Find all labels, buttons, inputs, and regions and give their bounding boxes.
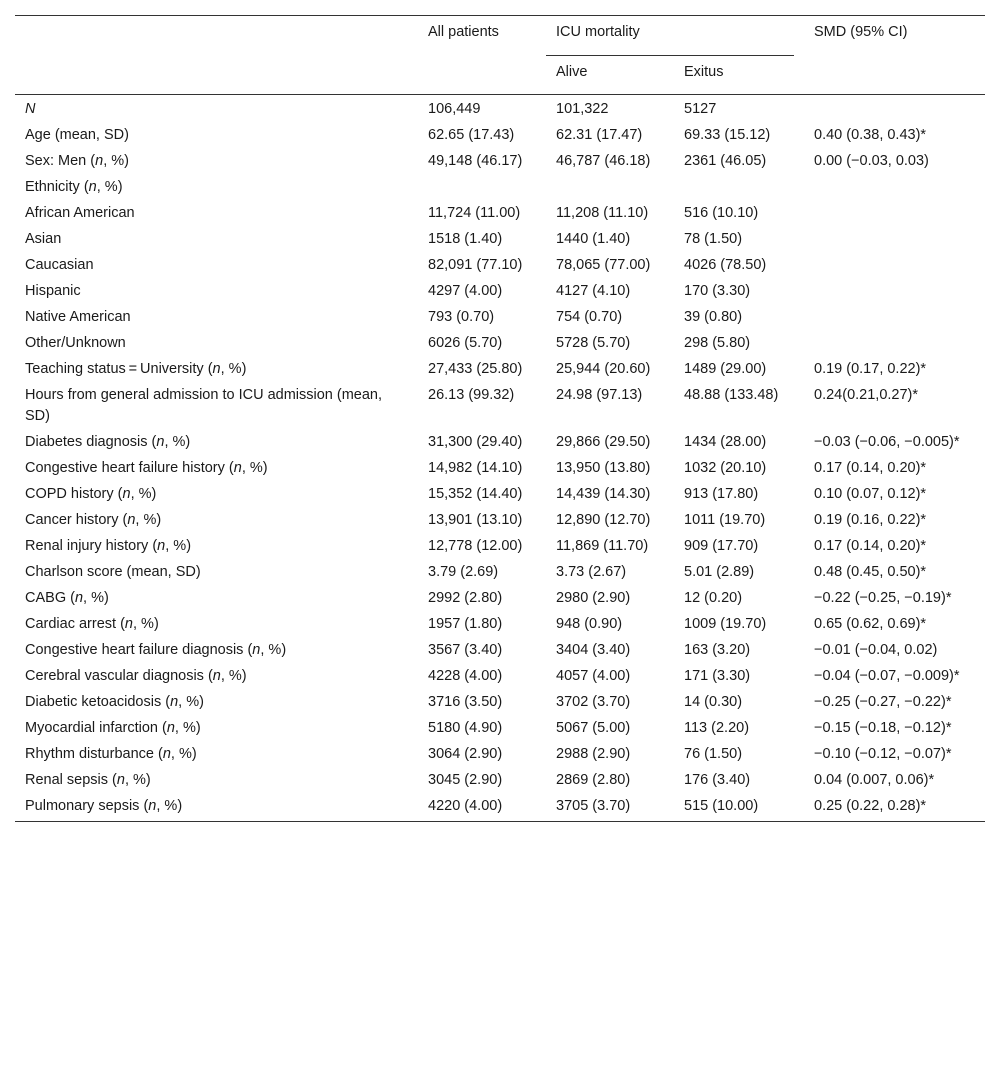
cell-all-patients: 1957 (1.80) [428,616,503,632]
row-label: Diabetes diagnosis (n, %) [25,434,191,450]
cell-exitus [674,175,804,201]
cell-alive: 12,890 (12.70) [556,512,651,528]
table-row [15,690,985,716]
cell-exitus: 515 (10.00) [684,798,759,814]
icu-mortality-table [15,15,985,822]
cell-smd: −0.15 (−0.18, −0.12)* [814,720,952,736]
row-label: Sex: Men (n, %) [25,153,129,169]
row-label: Asian [25,231,62,247]
table-row [15,742,985,768]
cell-exitus: 5127 [684,101,717,117]
cell-smd: 0.19 (0.17, 0.22)* [814,361,927,377]
cell-smd [804,305,985,331]
row-label: N [25,101,36,117]
cell-exitus: 39 (0.80) [684,309,743,325]
row-label: Cardiac arrest (n, %) [25,616,159,632]
cell-smd: 0.48 (0.45, 0.50)* [814,564,927,580]
cell-all-patients: 12,778 (12.00) [428,538,523,554]
cell-all-patients: 4228 (4.00) [428,668,503,684]
cell-exitus: 163 (3.20) [684,642,751,658]
cell-all-patients: 13,901 (13.10) [428,512,523,528]
cell-exitus: 5.01 (2.89) [684,564,755,580]
cell-all-patients: 11,724 (11.00) [428,205,521,221]
header-blank [15,16,418,57]
cell-alive: 5728 (5.70) [556,335,631,351]
cell-exitus: 12 (0.20) [684,590,743,606]
cell-smd: 0.40 (0.38, 0.43)* [814,127,927,143]
cell-alive: 46,787 (46.18) [556,153,651,169]
cell-smd [804,175,985,201]
cell-alive: 62.31 (17.47) [556,127,643,143]
table-row [15,95,985,124]
cell-alive: 2869 (2.80) [556,772,631,788]
cell-smd [804,95,985,124]
table-row [15,430,985,456]
cell-smd: −0.04 (−0.07, −0.009)* [814,668,960,684]
cell-alive: 25,944 (20.60) [556,361,651,377]
row-label: Renal injury history (n, %) [25,538,192,554]
row-label: Age (mean, SD) [25,127,129,143]
cell-all-patients: 793 (0.70) [428,309,495,325]
cell-alive: 2988 (2.90) [556,746,631,762]
row-label: Renal sepsis (n, %) [25,772,151,788]
cell-smd: −0.03 (−0.06, −0.005)* [814,434,960,450]
cell-all-patients: 4220 (4.00) [428,798,503,814]
cell-smd [804,331,985,357]
header-row-2 [15,56,985,95]
cell-all-patients: 49,148 (46.17) [428,153,523,169]
cell-all-patients: 6026 (5.70) [428,335,503,351]
table-row [15,534,985,560]
table-row [15,123,985,149]
cell-smd: 0.00 (−0.03, 0.03) [814,153,929,169]
cell-smd: −0.01 (−0.04, 0.02) [814,642,938,658]
cell-smd: −0.25 (−0.27, −0.22)* [814,694,952,710]
table-container [15,15,985,822]
cell-alive: 1440 (1.40) [556,231,631,247]
table-row [15,482,985,508]
cell-exitus: 78 (1.50) [684,231,743,247]
cell-all-patients: 4297 (4.00) [428,283,503,299]
cell-exitus: 1009 (19.70) [684,616,767,632]
cell-alive: 3.73 (2.67) [556,564,627,580]
cell-smd: 0.19 (0.16, 0.22)* [814,512,927,528]
cell-alive: 4057 (4.00) [556,668,631,684]
cell-alive: 11,869 (11.70) [556,538,649,554]
table-row [15,383,985,430]
row-label: CABG (n, %) [25,590,109,606]
cell-exitus: 913 (17.80) [684,486,759,502]
cell-smd: 0.17 (0.14, 0.20)* [814,538,927,554]
cell-exitus: 14 (0.30) [684,694,743,710]
cell-alive: 3404 (3.40) [556,642,631,658]
cell-alive: 14,439 (14.30) [556,486,651,502]
cell-all-patients: 26.13 (99.32) [428,387,515,403]
cell-exitus: 4026 (78.50) [684,257,767,273]
row-label: Caucasian [25,257,94,273]
cell-exitus: 516 (10.10) [684,205,759,221]
cell-exitus: 1011 (19.70) [684,512,766,528]
table-row [15,227,985,253]
cell-exitus: 298 (5.80) [684,335,751,351]
table-row [15,664,985,690]
cell-exitus: 171 (3.30) [684,668,751,684]
cell-exitus: 113 (2.20) [684,720,750,736]
header-exitus: Exitus [684,64,724,80]
cell-alive: 5067 (5.00) [556,720,631,736]
table-row [15,586,985,612]
header-icu-mortality: ICU mortality [546,16,804,57]
cell-alive [546,175,674,201]
table-row [15,175,985,201]
cell-alive: 13,950 (13.80) [556,460,651,476]
cell-smd: 0.10 (0.07, 0.12)* [814,486,927,502]
cell-exitus: 176 (3.40) [684,772,751,788]
cell-alive: 101,322 [556,101,609,117]
row-label: Ethnicity (n, %) [25,179,123,195]
cell-all-patients: 62.65 (17.43) [428,127,515,143]
table-row [15,456,985,482]
header-smd: SMD (95% CI) [814,24,908,40]
cell-smd [804,227,985,253]
cell-all-patients: 31,300 (29.40) [428,434,523,450]
row-label: Native American [25,309,131,325]
header-row-1 [15,16,985,57]
cell-smd: 0.25 (0.22, 0.28)* [814,798,927,814]
cell-exitus: 48.88 (133.48) [684,387,779,403]
cell-smd: 0.04 (0.007, 0.06)* [814,772,935,788]
cell-alive: 4127 (4.10) [556,283,631,299]
table-row [15,560,985,586]
cell-smd: −0.10 (−0.12, −0.07)* [814,746,952,762]
cell-alive: 3705 (3.70) [556,798,631,814]
row-label: COPD history (n, %) [25,486,157,502]
table-row [15,253,985,279]
row-label: African American [25,205,135,221]
cell-smd: 0.24(0.21,0.27)* [814,387,919,403]
header-all-patients: All patients [428,24,499,40]
table-row [15,768,985,794]
cell-all-patients: 106,449 [428,101,481,117]
cell-exitus: 1434 (28.00) [684,434,767,450]
cell-all-patients: 15,352 (14.40) [428,486,523,502]
cell-alive: 78,065 (77.00) [556,257,651,273]
row-label: Pulmonary sepsis (n, %) [25,798,183,814]
cell-exitus: 69.33 (15.12) [684,127,771,143]
table-row [15,279,985,305]
row-label: Hispanic [25,283,81,299]
cell-all-patients: 14,982 (14.10) [428,460,523,476]
header-alive: Alive [556,64,588,80]
cell-all-patients: 3716 (3.50) [428,694,503,710]
cell-all-patients: 3045 (2.90) [428,772,503,788]
cell-alive: 29,866 (29.50) [556,434,651,450]
cell-alive: 11,208 (11.10) [556,205,649,221]
cell-exitus: 909 (17.70) [684,538,759,554]
table-row [15,508,985,534]
row-label: Diabetic ketoacidosis (n, %) [25,694,204,710]
cell-smd [804,279,985,305]
cell-all-patients: 3.79 (2.69) [428,564,499,580]
cell-all-patients [418,175,546,201]
table-body [15,95,985,822]
cell-all-patients: 2992 (2.80) [428,590,503,606]
row-label: Cancer history (n, %) [25,512,162,528]
table-row [15,201,985,227]
cell-alive: 754 (0.70) [556,309,623,325]
cell-alive: 2980 (2.90) [556,590,631,606]
cell-exitus: 76 (1.50) [684,746,743,762]
table-row [15,794,985,822]
table-header [15,16,985,95]
table-row [15,149,985,175]
cell-all-patients: 5180 (4.90) [428,720,503,736]
cell-all-patients: 82,091 (77.10) [428,257,523,273]
table-row [15,612,985,638]
row-label: Myocardial infarction (n, %) [25,720,201,736]
cell-exitus: 2361 (46.05) [684,153,767,169]
cell-smd: 0.17 (0.14, 0.20)* [814,460,927,476]
table-row [15,305,985,331]
cell-exitus: 1489 (29.00) [684,361,767,377]
row-label: Hours from general admission to ICU admission (mean, SD) [25,387,382,424]
cell-alive: 24.98 (97.13) [556,387,643,403]
row-label: Congestive heart failure diagnosis (n, %) [25,642,287,658]
row-label: Rhythm disturbance (n, %) [25,746,197,762]
row-label: Cerebral vascular diagnosis (n, %) [25,668,247,684]
cell-all-patients: 3567 (3.40) [428,642,503,658]
cell-smd: −0.22 (−0.25, −0.19)* [814,590,952,606]
cell-alive: 948 (0.90) [556,616,623,632]
row-label: Teaching status = University (n, %) [25,361,247,377]
cell-smd: 0.65 (0.62, 0.69)* [814,616,927,632]
cell-exitus: 1032 (20.10) [684,460,767,476]
cell-exitus: 170 (3.30) [684,283,751,299]
cell-smd [804,201,985,227]
table-row [15,331,985,357]
cell-all-patients: 3064 (2.90) [428,746,503,762]
row-label: Other/Unknown [25,335,126,351]
cell-smd [804,253,985,279]
cell-alive: 3702 (3.70) [556,694,631,710]
row-label: Congestive heart failure history (n, %) [25,460,268,476]
cell-all-patients: 1518 (1.40) [428,231,503,247]
table-row [15,716,985,742]
table-row [15,638,985,664]
cell-all-patients: 27,433 (25.80) [428,361,523,377]
row-label: Charlson score (mean, SD) [25,564,201,580]
table-row [15,357,985,383]
